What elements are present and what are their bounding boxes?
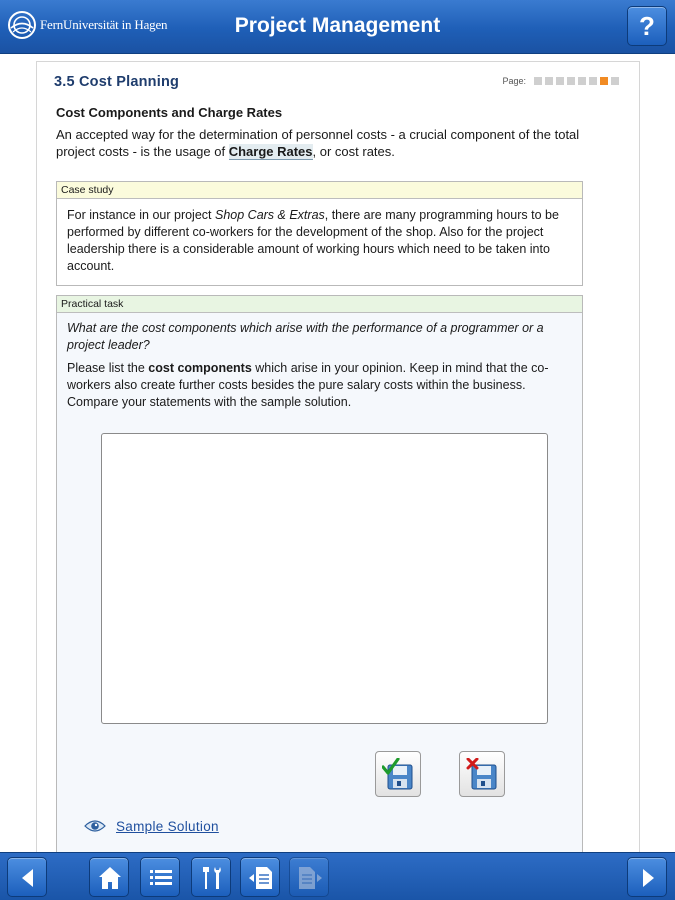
intro-text-after: , or cost rates.: [312, 144, 395, 159]
page-dot-1[interactable]: [534, 77, 542, 85]
page-dot-8[interactable]: [611, 77, 619, 85]
discard-answer-button[interactable]: [459, 751, 505, 797]
logo-text: FernUniversität in Hagen: [40, 17, 168, 32]
previous-document-button[interactable]: [240, 857, 280, 897]
page-dot-5[interactable]: [578, 77, 586, 85]
tools-button[interactable]: [191, 857, 231, 897]
project-name: Shop Cars & Extras: [215, 208, 325, 222]
app-title: Project Management: [234, 14, 441, 37]
home-button[interactable]: [89, 857, 129, 897]
tools-icon: [198, 864, 226, 892]
intro-paragraph: [56, 126, 596, 160]
delete-save-icon: [466, 758, 500, 792]
save-answer-button[interactable]: [375, 751, 421, 797]
practical-task-header: Practical task: [57, 296, 582, 313]
instr-bold: cost components: [148, 361, 252, 375]
previous-page-button[interactable]: [7, 857, 47, 897]
eye-icon: [84, 818, 106, 834]
case-study-text: [57, 199, 582, 275]
page-indicator-label: Page:: [502, 76, 526, 86]
arrow-left-icon: [14, 864, 42, 892]
task-question: What are the cost components which arise with the performance of a programmer or a project leader?: [67, 321, 544, 352]
case-text-before: For instance in our project: [67, 208, 215, 222]
arrow-right-icon: [634, 864, 662, 892]
list-icon: [147, 864, 175, 892]
save-check-icon: [382, 758, 416, 792]
task-instructions: [57, 354, 582, 411]
case-study-header: Case study: [57, 182, 582, 199]
document-back-icon: [247, 864, 275, 892]
practical-task-box: [56, 295, 583, 855]
intro-text-before: An accepted way for the determination of personnel costs - a crucial component of the total project costs - is the usage of: [56, 127, 580, 159]
answer-textarea[interactable]: [101, 433, 548, 724]
top-bar: [0, 0, 675, 54]
instr-before: Please list the: [67, 361, 149, 375]
subheading: Cost Components and Charge Rates: [56, 105, 283, 120]
next-page-button[interactable]: [627, 857, 667, 897]
table-of-contents-button[interactable]: [140, 857, 180, 897]
sample-solution-link[interactable]: Sample Solution: [116, 818, 219, 834]
case-text-after: , there are many programming hours to be performed by different co-workers for the development of the shop. Also for the project leadership there is a considerable amount of working hours which need to be taken into account.: [67, 208, 559, 273]
page-dot-6[interactable]: [589, 77, 597, 85]
section-title: 3.5 Cost Planning: [54, 74, 180, 90]
page-dot-2[interactable]: [545, 77, 553, 85]
page-indicator: [502, 76, 619, 86]
page-dot-7[interactable]: [600, 77, 608, 85]
instr-after: which arise in your opinion. Keep in mind that the co-workers also create further costs besides the pure salary costs within the business. Compare your statements with the sample solution.: [67, 361, 549, 409]
document-forward-icon: [296, 864, 324, 892]
content-page: [36, 61, 640, 852]
glossary-term-charge-rates[interactable]: Charge Rates: [228, 144, 313, 159]
help-button[interactable]: ?: [627, 6, 667, 46]
bottom-nav-bar: [0, 852, 675, 900]
home-icon: [96, 864, 124, 892]
case-study-box: [56, 181, 583, 286]
next-document-button[interactable]: [289, 857, 329, 897]
page-dot-3[interactable]: [556, 77, 564, 85]
page-dot-4[interactable]: [567, 77, 575, 85]
sample-solution-row[interactable]: [84, 818, 219, 834]
